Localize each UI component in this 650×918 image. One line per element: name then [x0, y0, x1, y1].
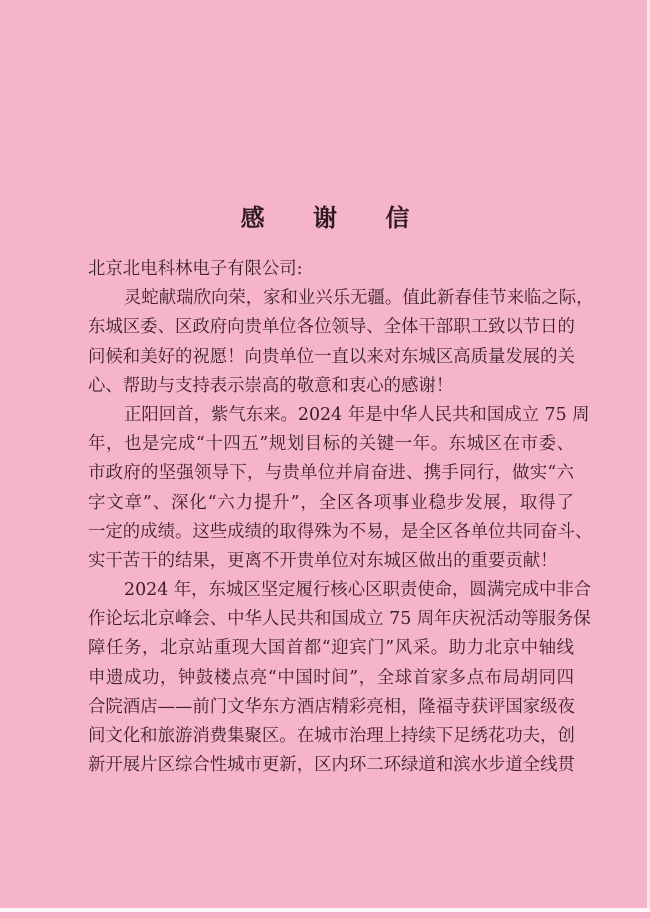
salutation: 北京北电科林电子有限公司: [88, 259, 303, 279]
body-line: 字文章”、深化“六力提升”，全区各项事业稳步发展，取得了 [88, 492, 574, 513]
body-line: 灵蛇献瑞欣向荣，家和业兴乐无疆。值此新春佳节来临之际， [124, 288, 594, 309]
body-line: 问候和美好的祝愿！向贵单位一直以来对东城区高质量发展的关 [88, 346, 575, 367]
body-line: 实干苦干的结果，更离不开贵单位对东城区做出的重要贡献！ [88, 550, 558, 571]
body-line: 间文化和旅游消费集聚区。在城市治理上持续下足绣花功夫，创 [88, 726, 575, 746]
body-line: 障任务，北京站重现大国首都“迎宾门”风采。助力北京中轴线 [88, 638, 574, 659]
body-line: 2024 年，东城区坚定履行核心区职责使命，圆满完成中非合 [124, 580, 592, 601]
body-line: 新开展片区综合性城市更新，区内环二环绿道和滨水步道全线贯 [88, 755, 575, 776]
body-line: 年，也是完成“十四五”规划目标的关键一年。东城区在市委、 [88, 434, 574, 455]
body-line: 作论坛北京峰会、中华人民共和国成立 75 周年庆祝活动等服务保 [88, 609, 591, 630]
letter-title: 感 谢 信 [240, 203, 430, 232]
body-line: 合院酒店——前门文华东方酒店精彩亮相，隆福寺获评国家级夜 [88, 696, 575, 717]
body-line: 一定的成绩。这些成绩的取得殊为不易，是全区各单位共同奋斗、 [88, 521, 593, 542]
body-line: 东城区委、区政府向贵单位各位领导、全体干部职工致以节日的 [88, 317, 575, 338]
body-line: 心、帮助与支持表示崇高的敬意和衷心的感谢！ [88, 375, 454, 396]
letter-body [88, 255, 594, 780]
body-line: 申遗成功，钟鼓楼点亮“中国时间”，全球首家多点布局胡同四 [88, 667, 574, 688]
next-page-edge [0, 912, 650, 918]
body-lines [88, 284, 594, 780]
body-line: 市政府的坚强领导下，与贵单位并肩奋进、携手同行，做实“六 [88, 463, 574, 484]
body-line: 正阳回首，紫气东来。2024 年是中华人民共和国成立 75 周 [124, 404, 590, 425]
